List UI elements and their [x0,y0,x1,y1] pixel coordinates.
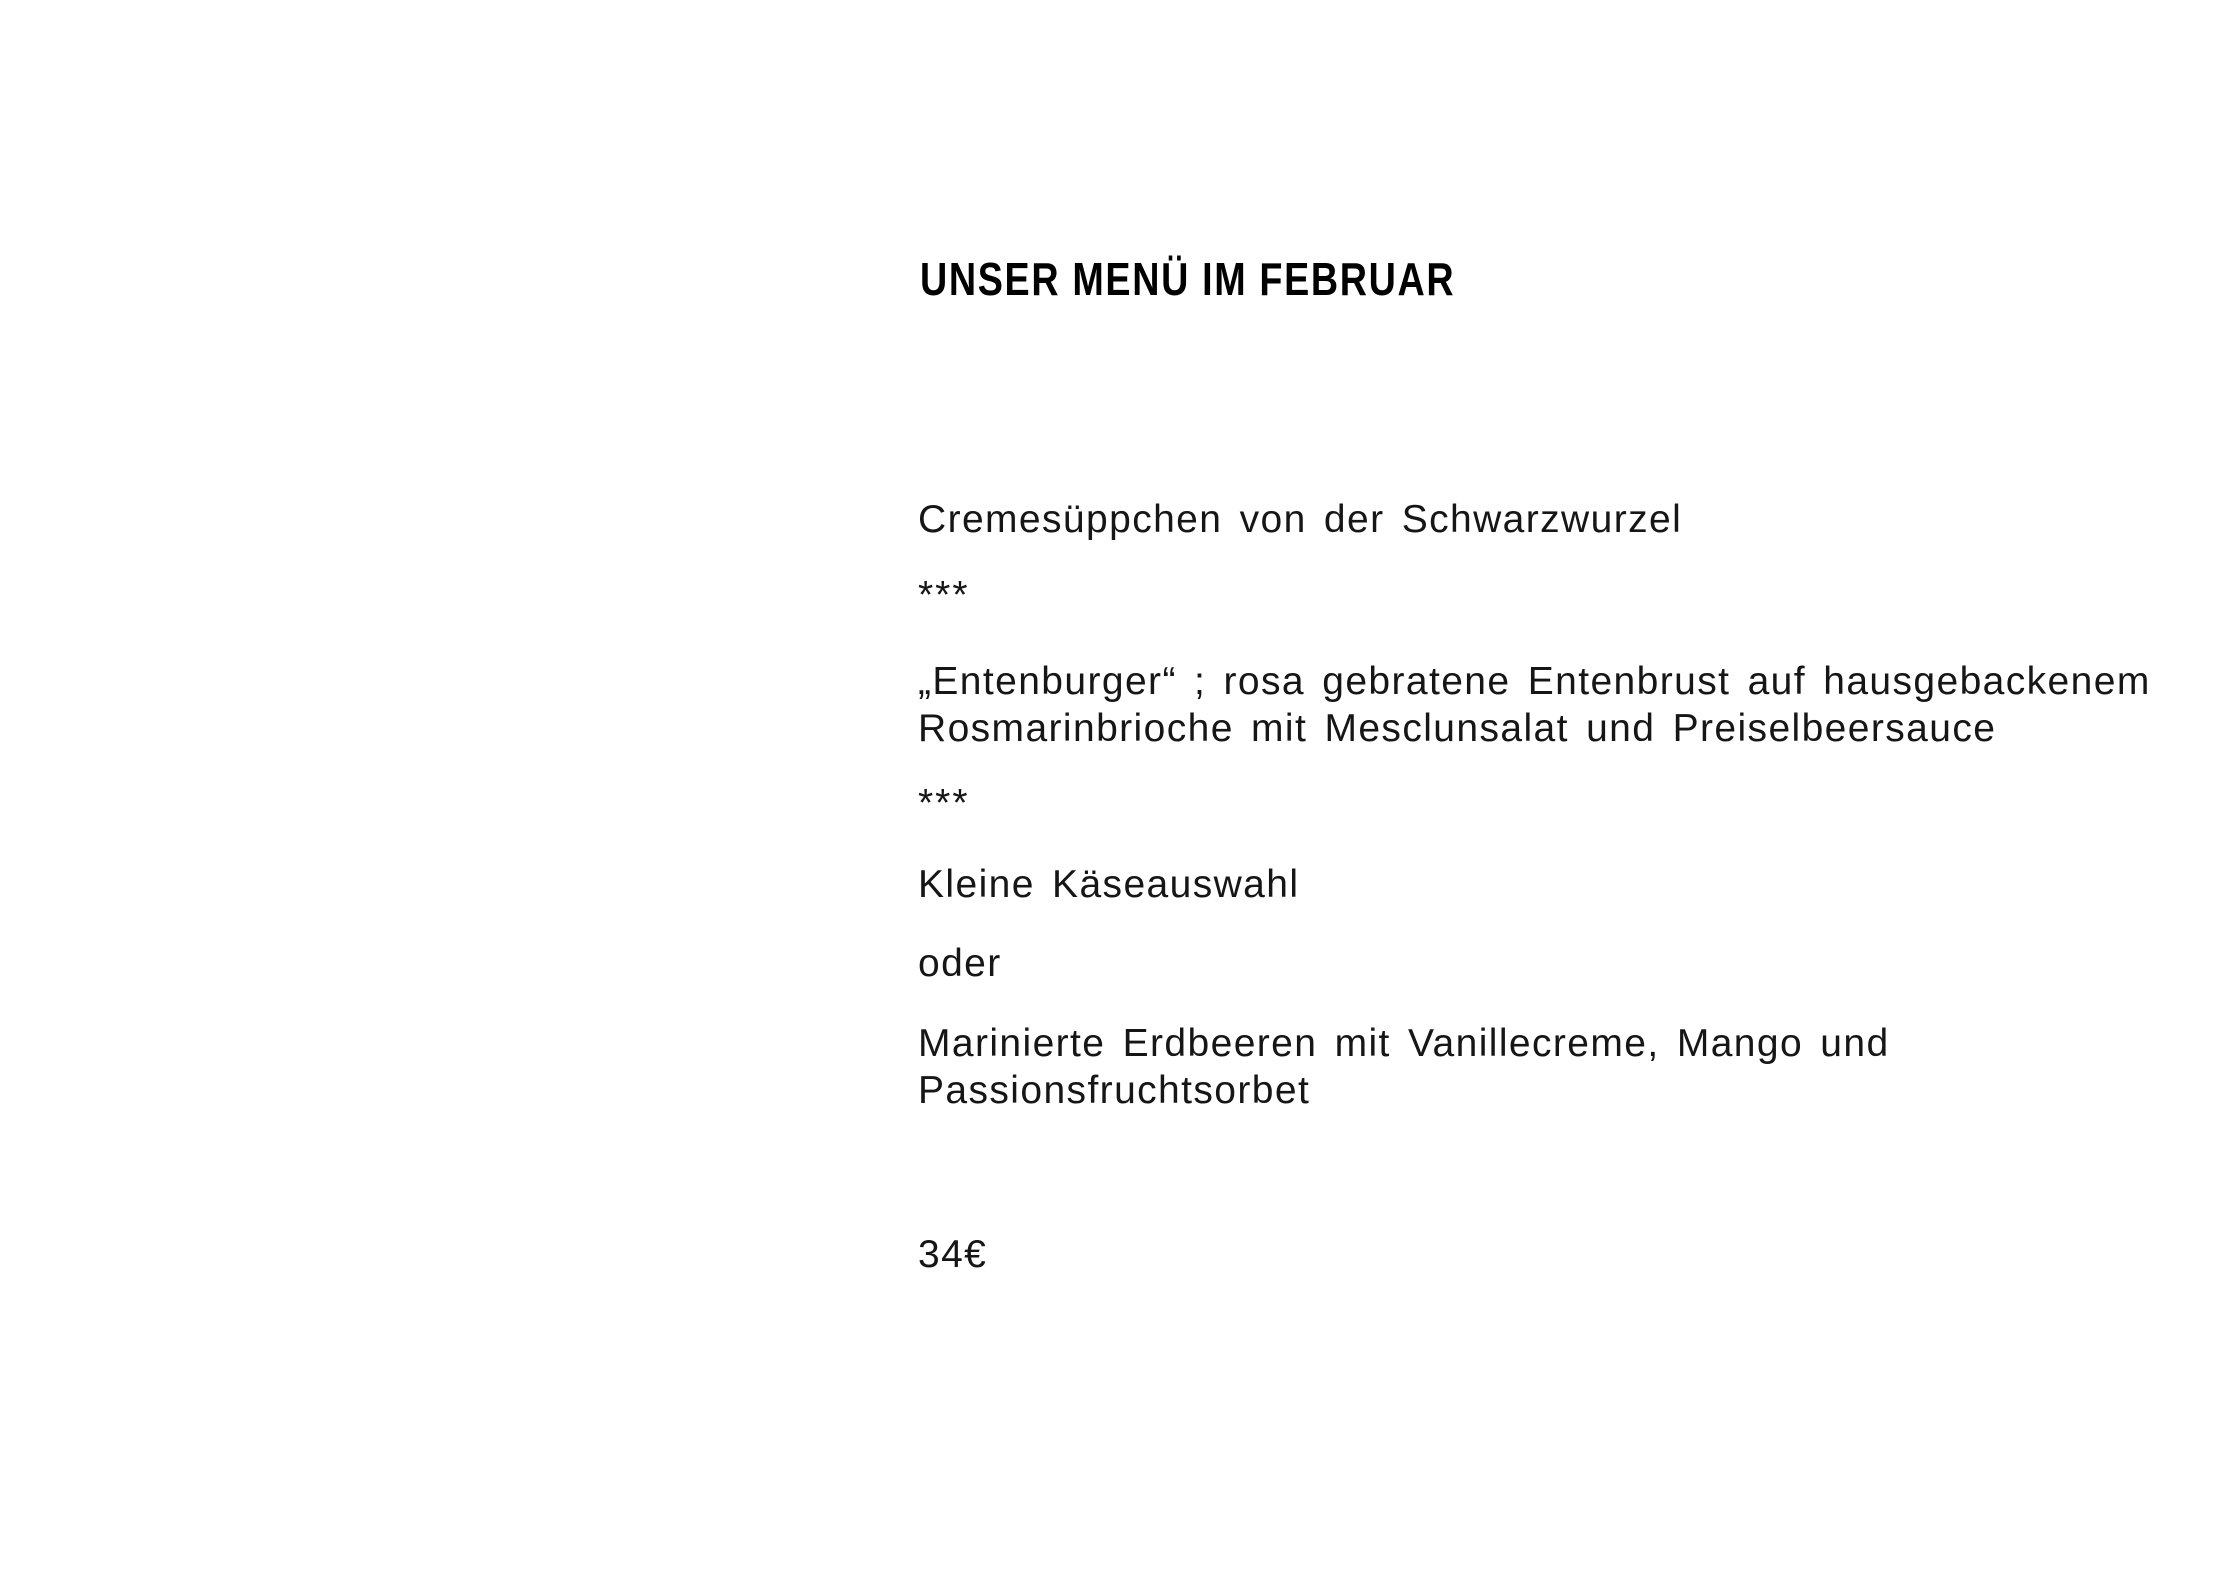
course-separator [918,780,970,827]
course-line: oder [918,942,1002,985]
price-text: 34€ [918,1233,988,1276]
separator-asterisks: *** [918,782,970,825]
course-line: Rosmarinbrioche mit Mesclunsalat und Preiselbeersauce [918,707,1997,750]
course-line: Cremesüppchen von der Schwarzwurzel [918,498,1683,541]
menu-price [918,1231,987,1278]
or-conjunction [918,940,1002,987]
menu-title: UNSER MENÜ IM FEBRUAR [920,253,1456,305]
course-dessert-cheese [918,861,1299,908]
course-dessert-strawberries [918,1020,1890,1114]
course-separator [918,572,970,619]
course-line: Kleine Käseauswahl [918,863,1300,906]
course-line: Marinierte Erdbeeren mit Vanillecreme, Mango und [918,1022,1890,1065]
course-starter [918,496,1682,543]
course-line: „Entenburger“ ; rosa gebratene Entenbrust auf hausgebackenem [918,660,2151,703]
course-line: Passionsfruchtsorbet [918,1069,1311,1112]
course-main [918,658,2151,752]
separator-asterisks: *** [918,574,970,617]
